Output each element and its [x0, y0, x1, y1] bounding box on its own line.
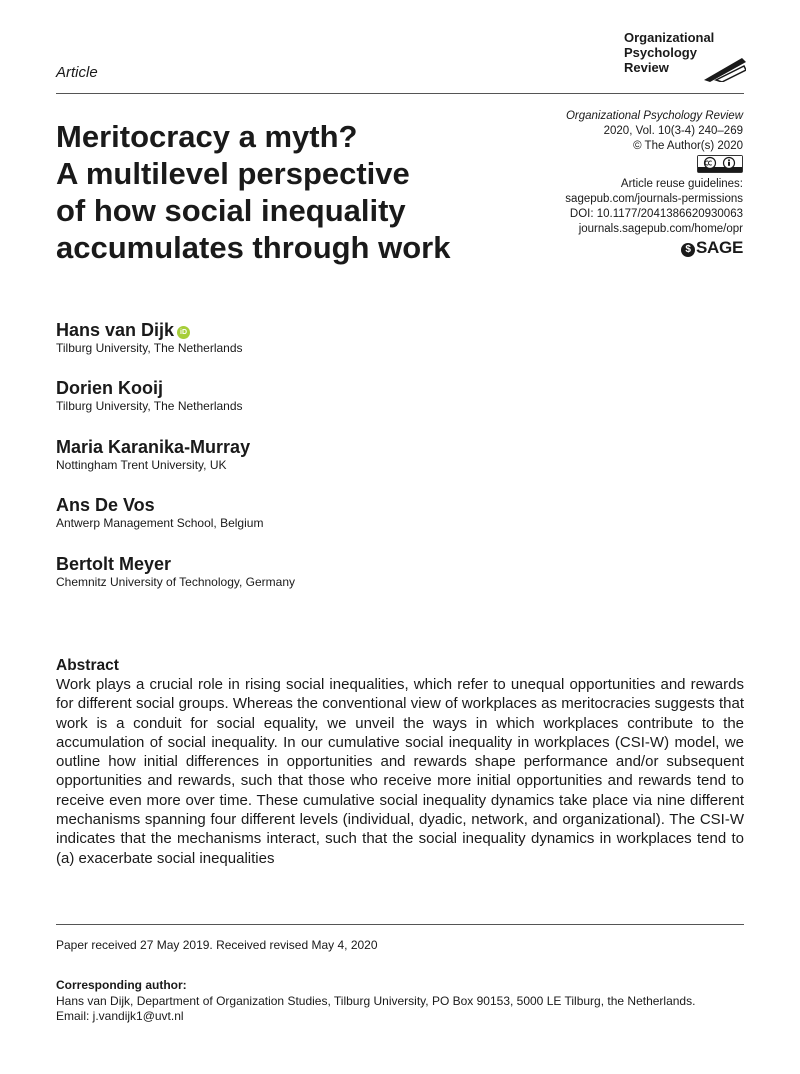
author-name: Maria Karanika-Murray	[56, 437, 251, 457]
permissions-link[interactable]: sagepub.com/journals-permissions	[565, 193, 743, 205]
doi[interactable]: DOI: 10.1177/2041386620930063	[569, 208, 743, 220]
license-badge-row	[513, 154, 743, 177]
cc-by-license-icon[interactable]	[697, 155, 743, 173]
cc-by-graphic	[698, 156, 742, 172]
corresponding-author-email[interactable]: Email: j.vandijk1@uvt.nl	[56, 1009, 184, 1023]
author-name: Ans De Vos	[56, 495, 155, 515]
title-line: Meritocracy a myth?	[56, 119, 358, 154]
journal-logo-line-3: Review	[624, 60, 669, 75]
abstract-text: Work plays a crucial role in rising social inequalities, which refer to unequal opportunities and rewards for different social groups. Whereas the conventional view of workplaces as meritocracies suggests that work is a conduit for social equality, we unveil the ways in which workplaces contribute to the accumulation of social inequality. In our cumulative social inequality in workplaces (CSI-W) model, we outline how initial differences in opportunities and rewards shape performance and/or subsequent opportunities and rewards, such that those who receive more initial opportunities and rewards tend to receive even more over time. These cumulative social inequality dynamics take place via nine different mechanisms spanning four different levels (individual, dyadic, network, and organizational). The CSI-W indicates that the mechanisms interact, such that the social inequality dynamics in workplaces tend to (a) exacerbate social inequalities	[56, 676, 744, 867]
title-line: of how social inequality	[56, 193, 406, 228]
publication-meta	[513, 109, 743, 257]
author-affiliation: Nottingham Trent University, UK	[56, 458, 227, 472]
author-affiliation: Chemnitz University of Technology, Germany	[56, 575, 295, 589]
publisher-name: SAGE	[696, 238, 743, 257]
title-line: accumulates through work	[56, 230, 451, 265]
volume-info: 2020, Vol. 10(3-4) 240–269	[603, 125, 743, 137]
author-block	[56, 436, 456, 473]
journal-logo-line-1: Organizational	[624, 30, 715, 45]
author-affiliation: Antwerp Management School, Belgium	[56, 516, 264, 530]
author-affiliation: Tilburg University, The Netherlands	[56, 399, 243, 413]
sage-logo	[513, 240, 743, 257]
author-block	[56, 553, 456, 590]
author-name: Bertolt Meyer	[56, 554, 172, 574]
title-line: A multilevel perspective	[56, 156, 410, 191]
received-dates: Paper received 27 May 2019. Received revised May 4, 2020	[56, 938, 378, 952]
corresponding-author-heading: Corresponding author:	[56, 978, 187, 992]
author-block	[56, 319, 456, 356]
author-name: Dorien Kooij	[56, 378, 163, 398]
article-type-label: Article	[56, 64, 98, 81]
author-name	[56, 319, 456, 341]
author-affiliation: Tilburg University, The Netherlands	[56, 341, 243, 355]
author-block	[56, 377, 456, 414]
abstract-section	[56, 656, 744, 868]
author-block	[56, 494, 456, 531]
reuse-guidelines: Article reuse guidelines:	[620, 178, 743, 190]
header-divider	[56, 93, 744, 94]
abstract-heading: Abstract	[56, 657, 119, 674]
journal-logo	[624, 30, 744, 80]
journal-name: Organizational Psychology Review	[565, 110, 743, 122]
journal-homepage-link[interactable]: journals.sagepub.com/home/opr	[578, 223, 743, 235]
corresponding-author-address: Hans van Dijk, Department of Organization Studies, Tilburg University, PO Box 90153, 5000 LE Tilburg, the Netherlands.	[56, 993, 696, 1008]
journal-logo-mark-icon	[702, 54, 746, 82]
journal-logo-line-2: Psychology	[624, 45, 697, 60]
article-title	[56, 118, 486, 266]
copyright: © The Author(s) 2020	[633, 140, 743, 152]
orcid-icon[interactable]: iD	[177, 326, 190, 339]
corresponding-author	[56, 978, 695, 1025]
author-name-text: Hans van Dijk	[56, 320, 175, 340]
footer-divider	[56, 924, 744, 925]
sage-mark-icon: $	[681, 243, 695, 257]
